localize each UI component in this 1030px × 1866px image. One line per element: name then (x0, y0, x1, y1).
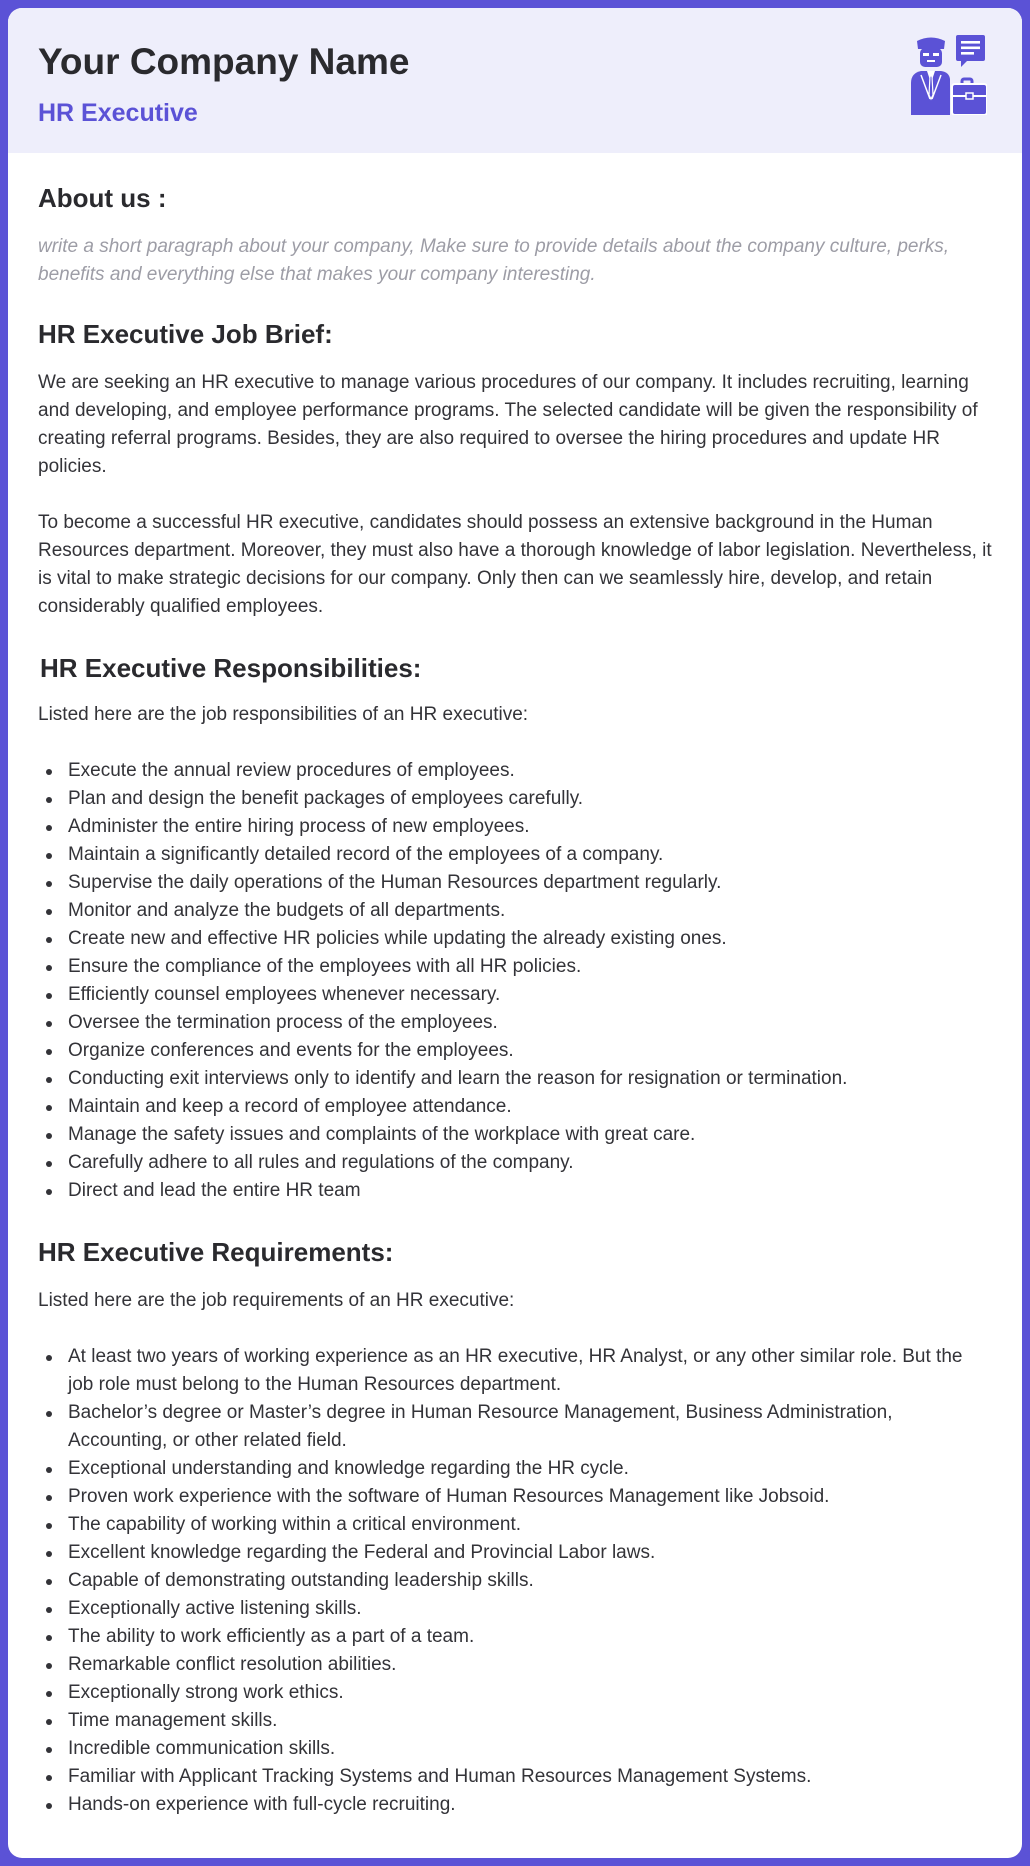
list-item: Exceptionally strong work ethics. (68, 1679, 992, 1707)
job-title: HR Executive (38, 99, 198, 127)
list-item: Time management skills. (68, 1707, 992, 1735)
list-item: Capable of demonstrating outstanding leadership skills. (68, 1567, 992, 1595)
list-item: Maintain a significantly detailed record of the employees of a company. (68, 841, 992, 869)
list-item: At least two years of working experience as an HR executive, HR Analyst, or any other similar role. But the job role must belong to the Human Resources department. (68, 1343, 992, 1399)
job-brief-paragraph-1: We are seeking an HR executive to manage various procedures of our company. It includes recruiting, learning and developing, and employee performance programs. The selected candidate will be given the responsibility of creating referral programs. Besides, they are also required to oversee the hiring procedures and update HR policies. (38, 372, 978, 477)
list-item: Maintain and keep a record of employee attendance. (68, 1093, 992, 1121)
list-item: Conducting exit interviews only to identify and learn the reason for resignation or termination. (68, 1065, 992, 1093)
header (8, 8, 1022, 153)
about-placeholder: write a short paragraph about your company, Make sure to provide details about the company culture, perks, benefits and everything else that makes your company interesting. (38, 236, 950, 285)
list-item: Organize conferences and events for the employees. (68, 1037, 992, 1065)
list-item: Oversee the termination process of the employees. (68, 1009, 992, 1037)
list-item: Execute the annual review procedures of employees. (68, 757, 992, 785)
job-brief-paragraph-2: To become a successful HR executive, candidates should possess an extensive background in the Human Resources department. Moreover, they must also have a thorough knowledge of labor legislation. Nevertheless, it is vital to make strategic decisions for our company. Only then can we seamlessly hire, develop, and retain considerably qualified employees. (38, 512, 992, 617)
list-item: Efficiently counsel employees whenever necessary. (68, 981, 992, 1009)
requirements-intro: Listed here are the job requirements of an HR executive: (38, 1290, 515, 1311)
list-item: The ability to work efficiently as a part of a team. (68, 1623, 992, 1651)
list-item: Manage the safety issues and complaints of the workplace with great care. (68, 1121, 992, 1149)
job-description-card (8, 8, 1022, 1858)
list-item: Direct and lead the entire HR team (68, 1177, 992, 1205)
list-item: Remarkable conflict resolution abilities. (68, 1651, 992, 1679)
list-item: Hands-on experience with full-cycle recruiting. (68, 1791, 992, 1819)
requirements-list (38, 1343, 992, 1819)
list-item: Supervise the daily operations of the Human Resources department regularly. (68, 869, 992, 897)
responsibilities-heading: HR Executive Responsibilities: (40, 653, 422, 683)
list-item: Exceptional understanding and knowledge regarding the HR cycle. (68, 1455, 992, 1483)
list-item: Exceptionally active listening skills. (68, 1595, 992, 1623)
hr-executive-icon (911, 35, 987, 115)
list-item: Plan and design the benefit packages of employees carefully. (68, 785, 992, 813)
list-item: Proven work experience with the software of Human Resources Management like Jobsoid. (68, 1483, 992, 1511)
list-item: Familiar with Applicant Tracking Systems and Human Resources Management Systems. (68, 1763, 992, 1791)
requirements-heading: HR Executive Requirements: (38, 1237, 394, 1267)
list-item: Bachelor’s degree or Master’s degree in Human Resource Management, Business Administration, Accounting, or other related field. (68, 1399, 992, 1455)
list-item: The capability of working within a critical environment. (68, 1511, 992, 1539)
list-item: Excellent knowledge regarding the Federal and Provincial Labor laws. (68, 1539, 992, 1567)
list-item: Create new and effective HR policies while updating the already existing ones. (68, 925, 992, 953)
list-item: Incredible communication skills. (68, 1735, 992, 1763)
about-heading: About us : (38, 183, 167, 213)
list-item: Monitor and analyze the budgets of all departments. (68, 897, 992, 925)
company-name: Your Company Name (38, 41, 410, 82)
list-item: Administer the entire hiring process of new employees. (68, 813, 992, 841)
list-item: Carefully adhere to all rules and regulations of the company. (68, 1149, 992, 1177)
job-brief-heading: HR Executive Job Brief: (38, 319, 333, 349)
responsibilities-list (38, 757, 992, 1205)
content (8, 153, 1022, 1819)
responsibilities-intro: Listed here are the job responsibilities of an HR executive: (38, 704, 529, 725)
list-item: Ensure the compliance of the employees with all HR policies. (68, 953, 992, 981)
